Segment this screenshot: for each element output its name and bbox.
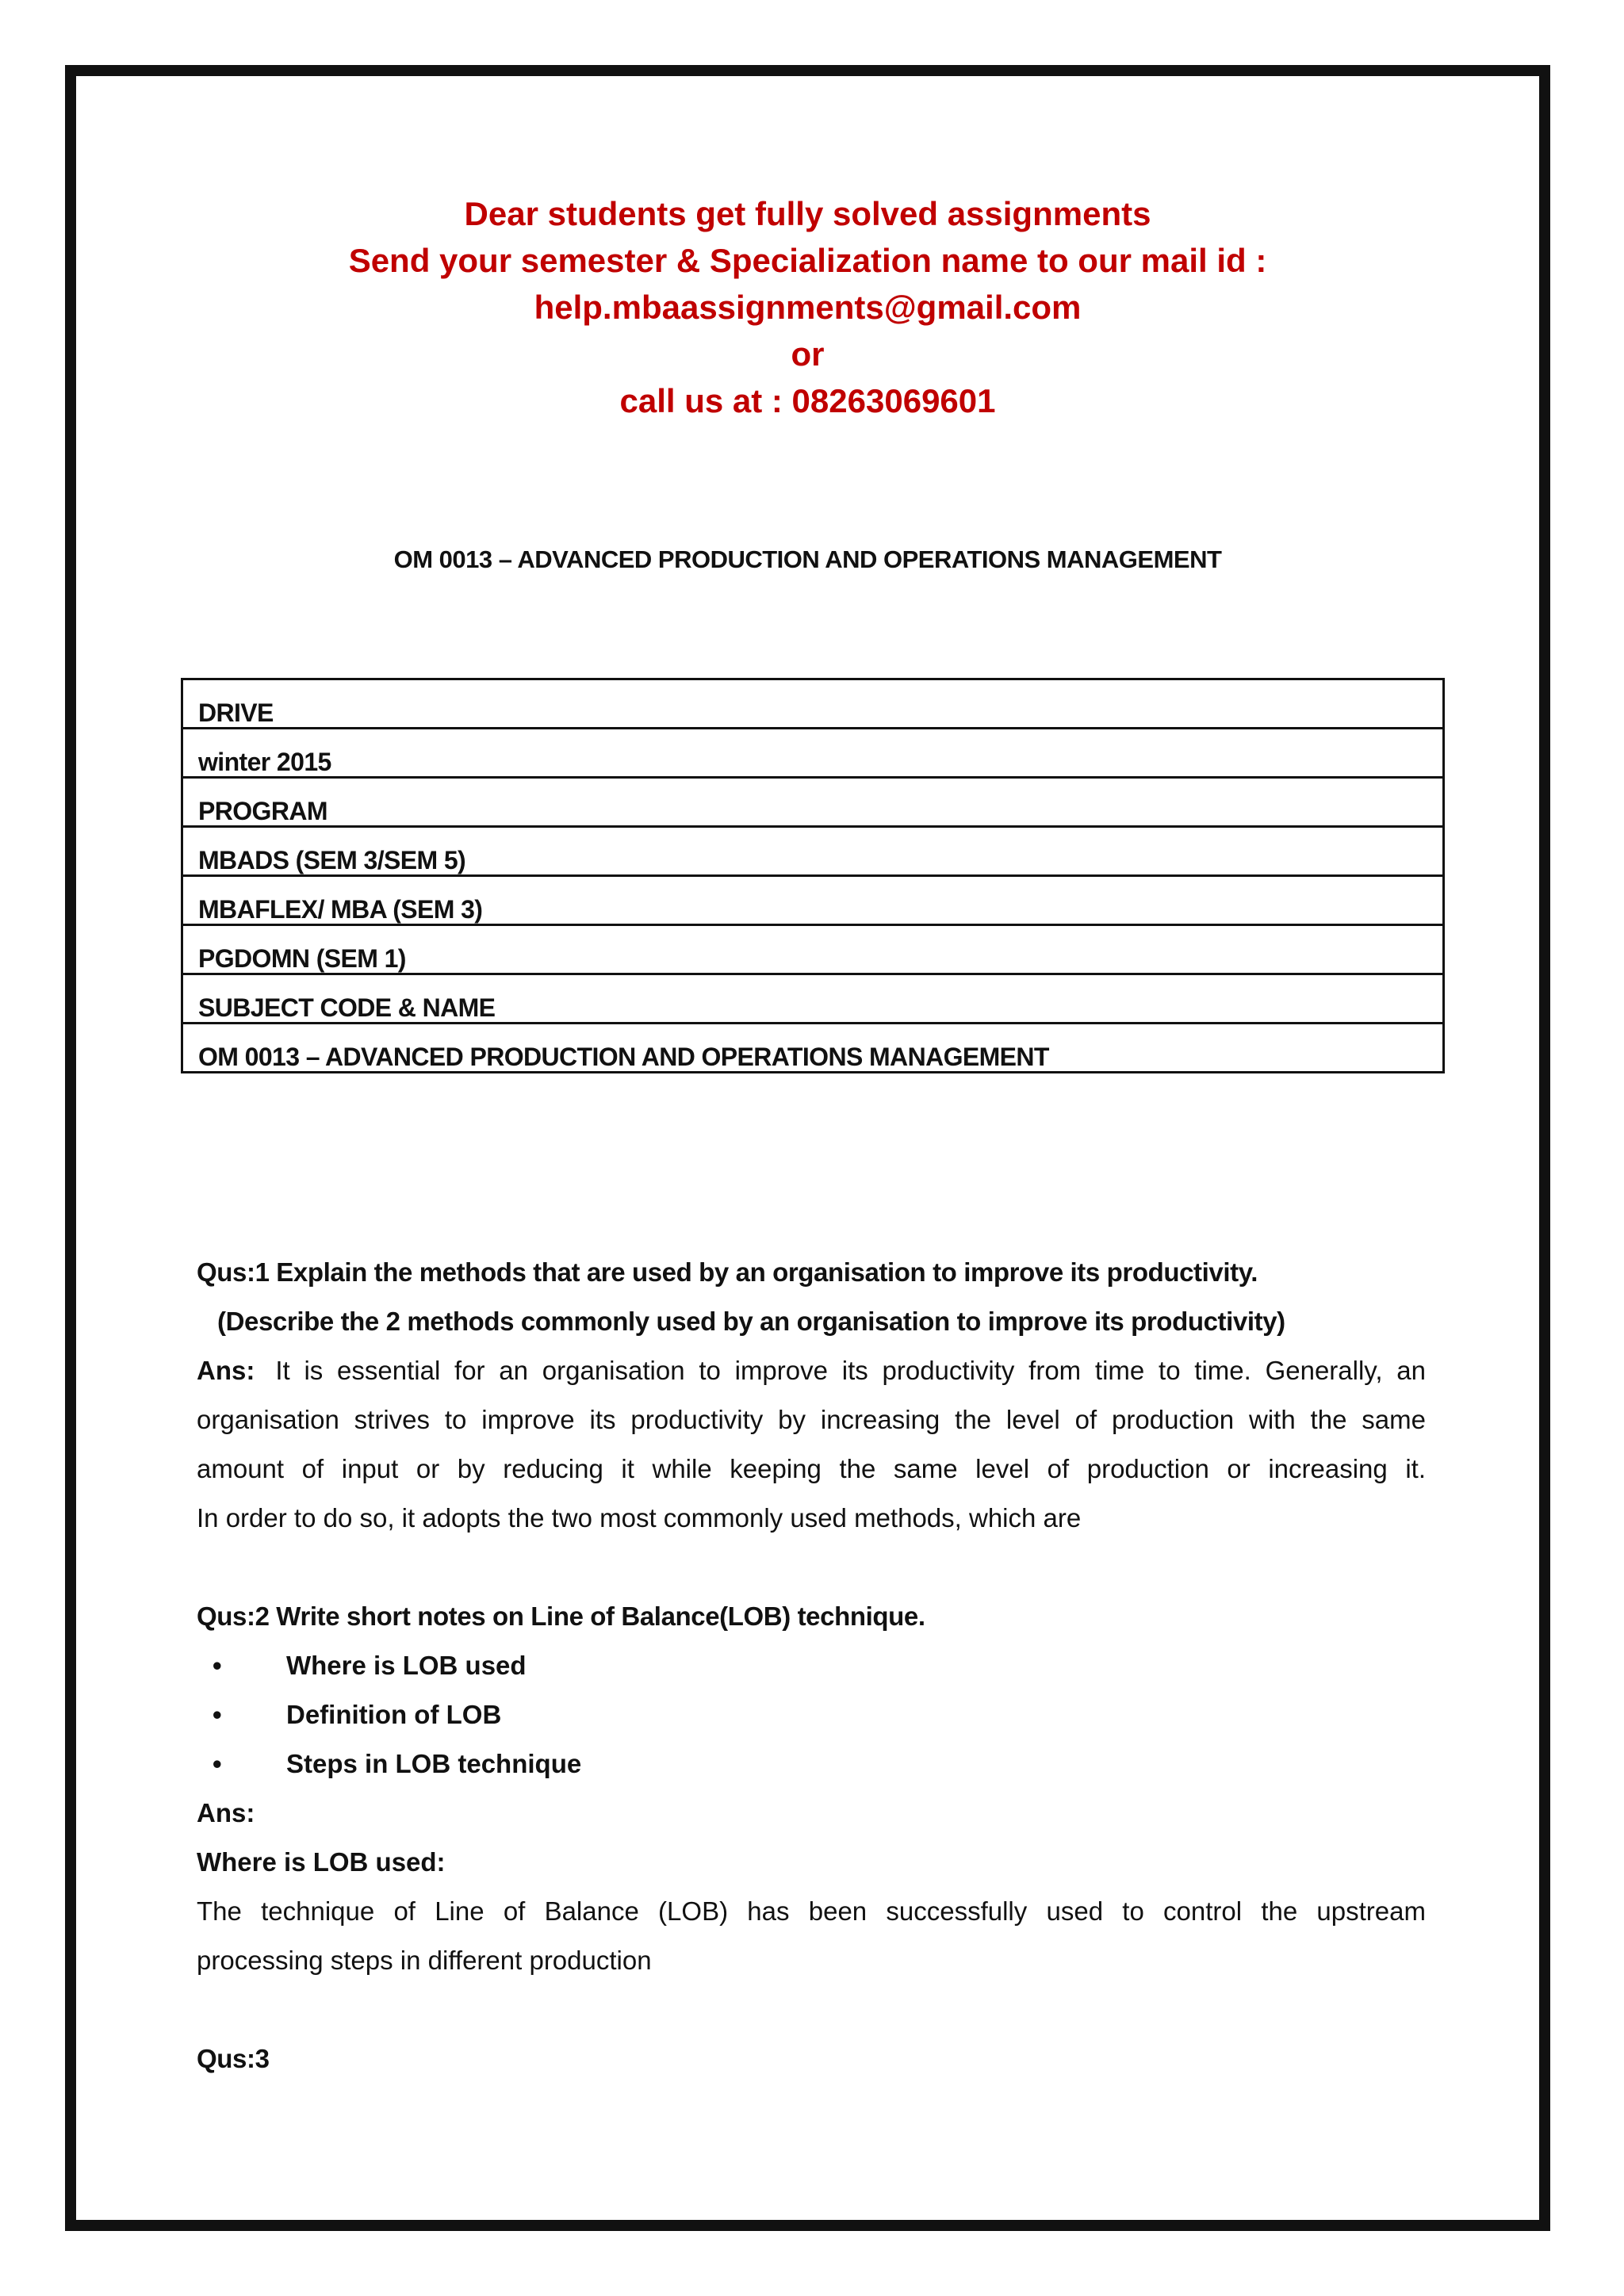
- q2-answer-line: processing steps in different production: [197, 1946, 652, 1975]
- q1-subquestion: (Describe the 2 methods commonly used by an organisation to improve its productivity): [217, 1307, 1285, 1336]
- table-cell: MBAFLEX/ MBA (SEM 3): [182, 876, 1444, 925]
- table-row: [182, 925, 1444, 974]
- bullet-icon: •: [213, 1651, 222, 1680]
- content-body: [197, 1248, 1426, 2084]
- q2-bullet-item: [197, 1739, 1426, 1789]
- table-cell: DRIVE: [198, 698, 274, 727]
- q2-bullet-label: Definition of LOB: [286, 1700, 502, 1729]
- table-cell: winter 2015: [182, 729, 1444, 778]
- q2-answer-label: Ans:: [197, 1798, 255, 1827]
- q2-answer-line: The technique of Line of Balance (LOB) has been successfully used to control the upstream: [197, 1896, 1426, 1926]
- table-row: [182, 974, 1444, 1024]
- promo-header: [76, 190, 1539, 424]
- q2-bullet-label: Steps in LOB technique: [286, 1749, 582, 1778]
- q1-answer-line: In order to do so, it adopts the two most commonly used methods, which are: [197, 1503, 1082, 1533]
- q1-question: Qus:1 Explain the methods that are used by an organisation to improve its productivity.: [197, 1257, 1258, 1287]
- q1-answer-text: It is essential for an organisation to improve its productivity from time to time. Generally, an: [275, 1356, 1426, 1385]
- subject-title: OM 0013 – ADVANCED PRODUCTION AND OPERATIONS MANAGEMENT: [393, 545, 1222, 573]
- q1-answer-line: organisation strives to improve its productivity by increasing the level of production with the same: [197, 1405, 1426, 1434]
- table-cell: MBADS (SEM 3/SEM 5): [182, 827, 1444, 876]
- q2-bullet-item: [197, 1690, 1426, 1739]
- table-cell: SUBJECT CODE & NAME: [182, 974, 1444, 1024]
- promo-phone[interactable]: call us at : 08263069601: [619, 382, 996, 419]
- promo-line-1: Dear students get fully solved assignments: [464, 195, 1151, 232]
- table-cell: OM 0013 – ADVANCED PRODUCTION AND OPERATIONS MANAGEMENT: [182, 1024, 1444, 1073]
- table-row: [182, 679, 1444, 729]
- q1-answer-line: amount of input or by reducing it while keeping the same level of production or increasing it.: [197, 1454, 1426, 1483]
- table-row: [182, 778, 1444, 827]
- q3-question: Qus:3: [197, 2044, 270, 2073]
- spacer: [197, 1543, 1426, 1592]
- promo-or: or: [791, 335, 825, 373]
- spacer: [197, 1985, 1426, 2034]
- bullet-icon: •: [213, 1749, 222, 1778]
- table-cell: PROGRAM: [182, 778, 1444, 827]
- table-row: [182, 1024, 1444, 1073]
- promo-email[interactable]: help.mbaassignments@gmail.com: [534, 289, 1082, 326]
- bullet-icon: •: [213, 1700, 222, 1729]
- info-table: [181, 678, 1445, 1073]
- table-row: [182, 827, 1444, 876]
- table-row: [182, 729, 1444, 778]
- promo-line-2: Send your semester & Specialization name to our mail id :: [348, 242, 1267, 279]
- q2-question: Qus:2 Write short notes on Line of Balance(LOB) technique.: [197, 1601, 925, 1631]
- q2-bullet-label: Where is LOB used: [286, 1651, 527, 1680]
- q1-answer-line: [197, 1346, 1426, 1395]
- table-cell: PGDOMN (SEM 1): [182, 925, 1444, 974]
- table-row: [182, 876, 1444, 925]
- q1-answer-label: Ans:: [197, 1356, 255, 1385]
- q2-bullet-item: [197, 1641, 1426, 1690]
- q2-answer-heading: Where is LOB used:: [197, 1847, 446, 1877]
